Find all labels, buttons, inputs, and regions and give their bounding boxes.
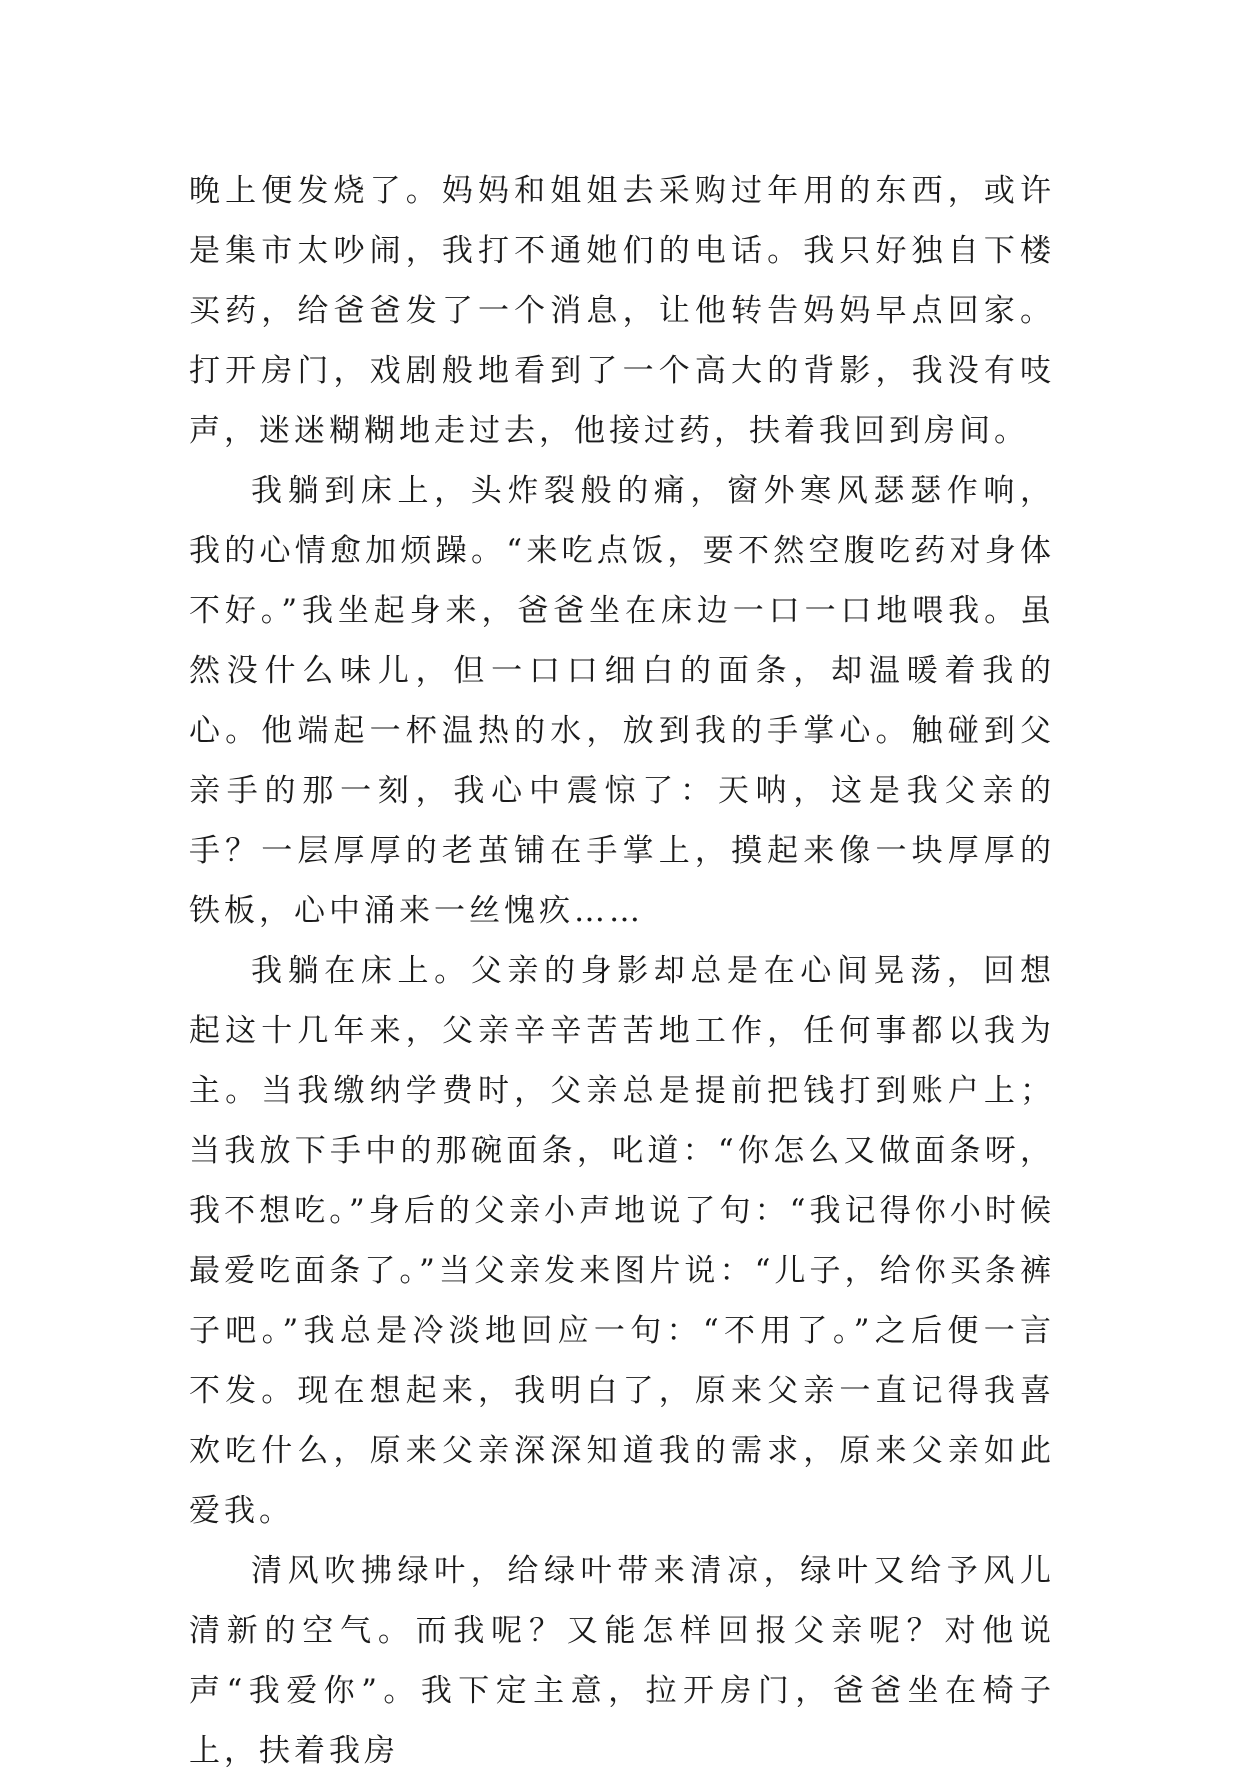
paragraph-4: 清风吹拂绿叶，给绿叶带来清凉，绿叶又给予风儿清新的空气。而我呢？又能怎样回报父亲呢？对他说声“我爱你”。我下定主意，拉开房门，爸爸坐在椅子上，扶着我房 bbox=[189, 1553, 1055, 1769]
paragraph-1: 晚上便发烧了。妈妈和姐姐去采购过年用的东西，或许是集市太吵闹，我打不通她们的电话。我只好独自下楼买药，给爸爸发了一个消息，让他转告妈妈早点回家。打开房门，戏剧般地看到了一个高大的背影，我没有吱声，迷迷糊糊地走过去，他接过药，扶着我回到房间。 bbox=[189, 173, 1055, 449]
paragraph-2: 我躺到床上，头炸裂般的痛，窗外寒风瑟瑟作响，我的心情愈加烦躁。“来吃点饭，要不然空腹吃药对身体不好。”我坐起身来，爸爸坐在床边一口一口地喂我。虽然没什么味儿，但一口口细白的面条，却温暖着我的心。他端起一杯温热的水，放到我的手掌心。触碰到父亲手的那一刻，我心中震惊了：天呐，这是我父亲的手？一层厚厚的老茧铺在手掌上，摸起来像一块厚厚的铁板，心中涌来一丝愧疚…… bbox=[189, 473, 1055, 929]
body-text bbox=[189, 161, 1055, 1781]
paragraph-3: 我躺在床上。父亲的身影却总是在心间晃荡，回想起这十几年来，父亲辛辛苦苦地工作，任何事都以我为主。当我缴纳学费时，父亲总是提前把钱打到账户上；当我放下手中的那碗面条，叱道：“你怎么又做面条呀，我不想吃。”身后的父亲小声地说了句：“我记得你小时候最爱吃面条了。”当父亲发来图片说：“儿子，给你买条裤子吧。”我总是冷淡地回应一句：“不用了。”之后便一言不发。现在想起来，我明白了，原来父亲一直记得我喜欢吃什么，原来父亲深深知道我的需求，原来父亲如此爱我。 bbox=[189, 953, 1055, 1529]
